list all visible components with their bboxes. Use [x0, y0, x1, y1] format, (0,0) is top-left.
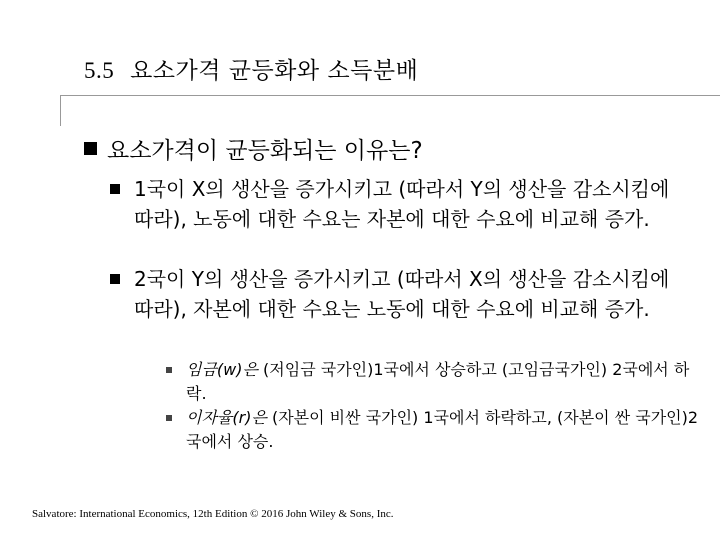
wage-rest: (저임금 국가인)1국에서 상승하고 (고임금국가인) 2국에서 하락. [186, 360, 690, 403]
sub-sub-bullet-1 [160, 358, 700, 406]
square-bullet-icon [110, 184, 120, 194]
main-bullet-text: 요소가격이 균등화되는 이유는? [107, 138, 423, 164]
wage-label: 임금(w)은 [186, 360, 258, 379]
title-text: 요소가격 균등화와 소득분배 [130, 58, 419, 84]
sub-sub-bullet-text [186, 358, 700, 406]
square-bullet-icon [110, 274, 120, 284]
square-bullet-icon [166, 367, 172, 373]
section-number: 5.5 [84, 58, 115, 83]
sub-bullet-1 [104, 174, 684, 234]
title-divider [60, 95, 720, 96]
main-bullet [84, 132, 423, 165]
interest-label: 이자율(r)은 [186, 408, 267, 427]
footer-citation: Salvatore: International Economics, 12th Edition © 2016 John Wiley & Sons, Inc. [32, 508, 394, 520]
interest-rest: (자본이 비싼 국가인) 1국에서 하락하고, (자본이 싼 국가인)2국에서 상승. [186, 408, 699, 451]
title-divider-vertical [60, 96, 61, 126]
square-bullet-icon [84, 142, 97, 155]
sub-sub-bullet-2 [160, 406, 700, 454]
square-bullet-icon [166, 415, 172, 421]
sub-sub-bullet-text [186, 406, 700, 454]
sub-bullet-text: 2국이 Y의 생산을 증가시키고 (따라서 X의 생산을 감소시킴에 따라), 자본에 대한 수요는 노동에 대한 수요에 비교해 증가. [134, 267, 670, 321]
slide-title [84, 52, 418, 85]
sub-bullet-2 [104, 264, 684, 324]
sub-bullet-text: 1국이 X의 생산을 증가시키고 (따라서 Y의 생산을 감소시킴에 따라), 노동에 대한 수요는 자본에 대한 수요에 비교해 증가. [134, 177, 670, 231]
